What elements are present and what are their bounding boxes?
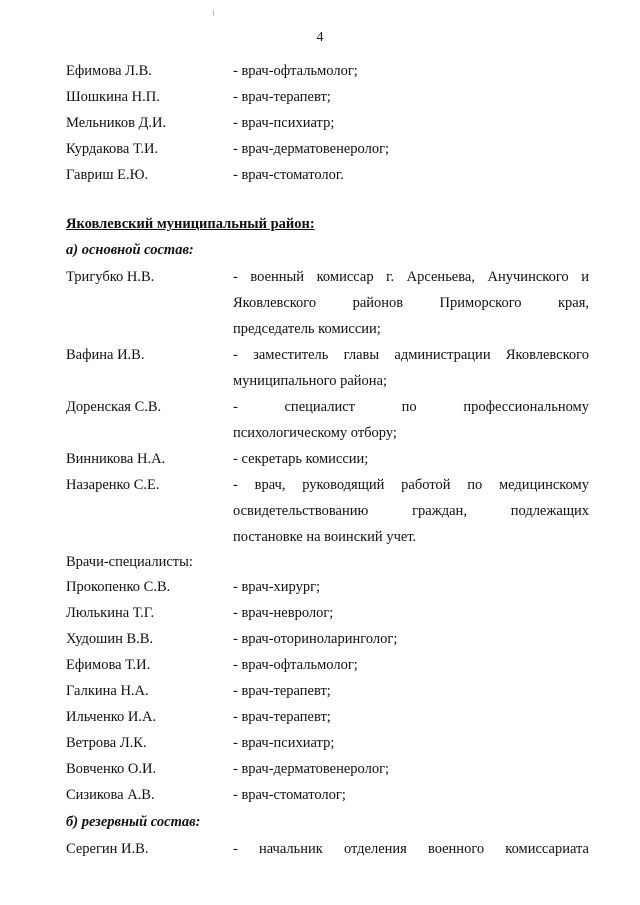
member-role [233, 472, 589, 550]
role-line: постановке на воинский учет. [233, 529, 417, 545]
member-role: - врач-стоматолог; [233, 787, 346, 803]
member-name: Вафина И.В. [66, 347, 145, 363]
member-name: Мельников Д.И. [66, 115, 167, 131]
member-name: Люлькина Т.Г. [66, 605, 155, 621]
list-item [0, 84, 640, 110]
list-item [0, 264, 640, 342]
member-name: Ильченко И.А. [66, 709, 157, 725]
list-item [0, 110, 640, 136]
member-role: - врач-невролог; [233, 605, 334, 621]
member-name: Ефимова Л.В. [66, 63, 152, 79]
list-item [0, 136, 640, 162]
member-role: - врач-офтальмолог; [233, 63, 358, 79]
role-line: психологическому отбору; [233, 425, 397, 441]
member-name: Ефимова Т.И. [66, 657, 151, 673]
reserve-composition-heading: б) резервный состав: [66, 814, 201, 830]
role-line: освидетельствованию граждан, подлежащих [233, 503, 589, 519]
list-item [0, 472, 640, 550]
doctors-heading: Врачи-специалисты: [66, 554, 193, 570]
member-role: - врач-оториноларинголог; [233, 631, 398, 647]
member-name: Гавриш Е.Ю. [66, 167, 149, 183]
member-role [233, 446, 589, 472]
member-name: Галкина Н.А. [66, 683, 149, 699]
list-item [0, 782, 640, 808]
list-item [0, 626, 640, 652]
doctor-list [0, 574, 640, 808]
member-role: - врач-офтальмолог; [233, 657, 358, 673]
role-line: - заместитель главы администрации Яковлевского [233, 347, 589, 363]
scan-mark [213, 10, 214, 16]
member-role [233, 342, 589, 394]
member-name: Тригубко Н.В. [66, 269, 155, 285]
member-role: - врач-терапевт; [233, 89, 331, 105]
list-item [0, 58, 640, 84]
member-name: Худошин В.В. [66, 631, 154, 647]
main-member-list [0, 264, 640, 550]
role-line: Яковлевского районов Приморского края, [233, 295, 589, 311]
role-line: - врач, руководящий работой по медицинскому [233, 477, 589, 493]
main-composition-heading: а) основной состав: [66, 242, 194, 258]
list-item [0, 730, 640, 756]
member-name: Винникова Н.А. [66, 451, 166, 467]
member-name: Курдакова Т.И. [66, 141, 159, 157]
reserve-member-list [0, 836, 640, 862]
list-item [0, 756, 640, 782]
member-name: Назаренко С.Е. [66, 477, 160, 493]
role-line: председатель комиссии; [233, 321, 381, 337]
district-heading: Яковлевский муниципальный район: [66, 216, 315, 232]
member-name: Сизикова А.В. [66, 787, 155, 803]
member-role: - врач-терапевт; [233, 683, 331, 699]
page-number: 4 [316, 30, 324, 45]
member-role: - врач-дерматовенеролог; [233, 141, 390, 157]
member-name: Шошкина Н.П. [66, 89, 160, 105]
member-name: Серегин И.В. [66, 841, 149, 857]
member-role: - врач-психиатр; [233, 115, 335, 131]
member-name: Прокопенко С.В. [66, 579, 171, 595]
list-item [0, 574, 640, 600]
member-name: Вовченко О.И. [66, 761, 157, 777]
list-item [0, 342, 640, 394]
member-role: - врач-психиатр; [233, 735, 335, 751]
role-line: - военный комиссар г. Арсеньева, Анучинского и [233, 269, 589, 285]
member-role: - врач-хирург; [233, 579, 321, 595]
role-line: муниципального района; [233, 373, 388, 389]
list-item [0, 652, 640, 678]
member-role [233, 836, 589, 862]
role-line: - секретарь комиссии; [233, 451, 369, 467]
list-item [0, 394, 640, 446]
member-role [233, 264, 589, 342]
top-member-list [0, 58, 640, 188]
list-item [0, 446, 640, 472]
list-item [0, 836, 640, 862]
member-name: Ветрова Л.К. [66, 735, 147, 751]
role-line: - начальник отделения военного комиссариата [233, 841, 589, 857]
member-name: Доренская С.В. [66, 399, 162, 415]
list-item [0, 704, 640, 730]
member-role: - врач-дерматовенеролог; [233, 761, 390, 777]
list-item [0, 678, 640, 704]
member-role: - врач-стоматолог. [233, 167, 344, 183]
list-item [0, 600, 640, 626]
role-line: - специалист по профессиональному [233, 399, 589, 415]
list-item [0, 162, 640, 188]
member-role: - врач-терапевт; [233, 709, 331, 725]
member-role [233, 394, 589, 446]
